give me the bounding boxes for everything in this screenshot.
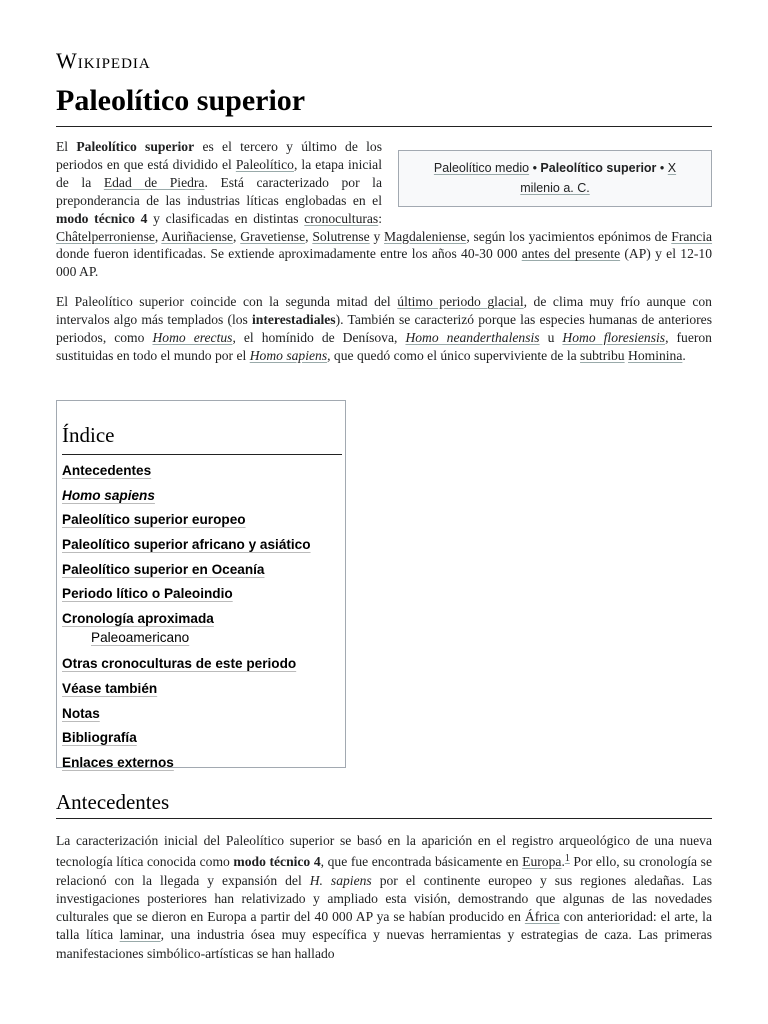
intro-paragraph-1: El Paleolítico superior es el tercero y último de los periodos en que está dividido el Paleolítico, la etapa inicial de la Edad de Piedra. Está caracterizado por la preponderancia de las industrias líticas englobadas en el modo técnico 4 y clasificadas en distintas cronoculturas: Châtelperroniense, Auriñaciense, Gravetiense, Solutrense y Magdaleniense, según los yacimientos epónimos de Francia donde fueron identificadas. Se extiende aproximadamente entre los años 40-30 000 antes del presente (AP) y el 12-10 000 AP. <box>56 139 713 280</box>
navbox-next-link-2[interactable]: milenio a. C. <box>520 181 590 195</box>
page-title: Paleolítico superior <box>56 84 306 117</box>
toc-link[interactable]: Enlaces externos <box>62 754 174 770</box>
toc-link[interactable]: Paleolítico superior en Oceanía <box>62 561 265 577</box>
toc-item-antecedentes <box>62 461 342 486</box>
toc-title: Índice <box>62 423 115 447</box>
toc-link[interactable]: Paleolítico superior europeo <box>62 512 246 528</box>
navbox-prev-link[interactable]: Paleolítico medio <box>433 161 530 175</box>
link-gravetiense[interactable]: Gravetiense <box>240 228 306 244</box>
reference-1[interactable]: 1 <box>564 853 570 865</box>
toc-item-oceania <box>62 560 342 585</box>
antecedentes-paragraph: La caracterización inicial del Paleolítico superior se basó en la aparición en el registro arqueológico de una nueva tecnología lítica conocida como modo técnico 4, que fue encontrada básicamente en Europa.$^1$ Por ello, su cronología se relacionó con la llegada y expansión del H. sapiens por el continente europeo y sus regiones aledañas. Las investigaciones posteriores han relativizado y ampliado esta visión, demostrando que algunas de las novedades culturales que se dieron en Europa a partir del 40 000 AP ya se habían producido en África con anterioridad: el arte, la talla lítica laminar, una industria ósea muy específica y nuevas herramientas y estrategias de caza. Las primeras manifestaciones simbólico-artísticas se han hallado <box>56 833 713 961</box>
link-chatelperroniense[interactable]: Châtelperroniense <box>56 228 155 244</box>
link-subtribu[interactable]: subtribu <box>580 347 625 363</box>
link-homo-neanderthalensis[interactable]: Homo neanderthalensis <box>405 330 540 346</box>
link-africa[interactable]: África <box>524 909 560 925</box>
article-intro <box>56 138 712 377</box>
toc-link[interactable]: Paleolítico superior africano y asiático <box>62 537 311 553</box>
title-divider <box>56 126 712 127</box>
toc-item-otras-cronoculturas <box>62 654 342 679</box>
toc-divider <box>62 454 342 455</box>
toc-link[interactable]: Antecedentes <box>62 463 152 478</box>
link-antes-del-presente[interactable]: antes del presente <box>521 246 621 262</box>
bold-term: modo técnico 4 <box>233 854 321 870</box>
navbox-separator: • <box>529 161 541 175</box>
link-homo-erectus[interactable]: Homo erectus <box>152 330 233 346</box>
toc-item-paleoindio <box>62 584 342 609</box>
link-paleolitico[interactable]: Paleolítico <box>235 156 294 172</box>
link-magdaleniense[interactable]: Magdaleniense <box>384 228 467 244</box>
intro-paragraph-2: El Paleolítico superior coincide con la segunda mitad del último periodo glacial, de clima muy frío aunque con intervalos algo más templados (los interestadiales). También se caracterizó porque las especies humanas de anteriores periodos, como Homo erectus, el homínido de Denísova, Homo neanderthalensis u Homo floresiensis, fueron sustituidas en todo el mundo por el Homo sapiens, que quedó como el único superviviente de la subtribu Hominina. <box>56 294 712 363</box>
toc-link[interactable]: Véase también <box>62 680 158 696</box>
toc-link[interactable]: Periodo lítico o Paleoindio <box>62 586 233 602</box>
toc-item-europeo <box>62 510 342 535</box>
toc-link[interactable]: Otras cronoculturas de este periodo <box>62 656 297 672</box>
toc-list <box>62 461 342 778</box>
toc-link[interactable]: Cronología aproximada <box>62 611 214 627</box>
toc-link[interactable]: Notas <box>62 705 100 721</box>
link-edad-de-piedra[interactable]: Edad de Piedra <box>103 174 205 190</box>
toc-subitem-paleoamericano <box>62 628 342 654</box>
toc-item-africano-asiatico <box>62 535 342 560</box>
toc-item-enlaces-externos <box>62 753 342 778</box>
navbox-current: Paleolítico superior <box>540 161 657 175</box>
link-cronoculturas[interactable]: cronoculturas <box>304 210 379 226</box>
link-ultimo-periodo-glacial[interactable]: último periodo glacial <box>397 294 524 310</box>
section-antecedentes-body <box>56 832 712 963</box>
link-francia[interactable]: Francia <box>671 228 713 244</box>
link-hominina[interactable]: Hominina <box>628 347 683 363</box>
succession-navbox <box>398 150 712 207</box>
link-aurinaciense[interactable]: Auriñaciense <box>161 228 234 244</box>
link-solutrense[interactable]: Solutrense <box>312 228 370 244</box>
italic-term: H. sapiens <box>309 872 372 888</box>
table-of-contents <box>56 400 346 768</box>
bold-term: interestadiales <box>252 312 336 328</box>
bold-term: modo técnico 4 <box>56 210 148 226</box>
section-divider <box>56 818 712 819</box>
toc-item-bibliografia <box>62 728 342 753</box>
toc-link[interactable]: Bibliografía <box>62 730 137 746</box>
navbox-next-link[interactable]: X <box>667 161 677 175</box>
section-heading-antecedentes: Antecedentes <box>56 790 170 814</box>
toc-link[interactable]: Homo sapiens <box>62 487 155 503</box>
link-europa[interactable]: Europa <box>522 854 562 870</box>
wikipedia-wordmark[interactable]: Wikipedia <box>56 48 151 73</box>
link-homo-floresiensis[interactable]: Homo floresiensis <box>562 330 666 346</box>
link-homo-sapiens[interactable]: Homo sapiens <box>249 347 328 363</box>
toc-link[interactable]: Paleoamericano <box>91 630 190 646</box>
toc-item-vease-tambien <box>62 679 342 704</box>
bold-term: Paleolítico superior <box>76 139 195 154</box>
toc-item-cronologia <box>62 609 342 628</box>
navbox-separator: • <box>656 161 668 175</box>
toc-item-homo-sapiens <box>62 486 342 511</box>
link-laminar[interactable]: laminar <box>119 927 161 943</box>
toc-item-notas <box>62 704 342 729</box>
